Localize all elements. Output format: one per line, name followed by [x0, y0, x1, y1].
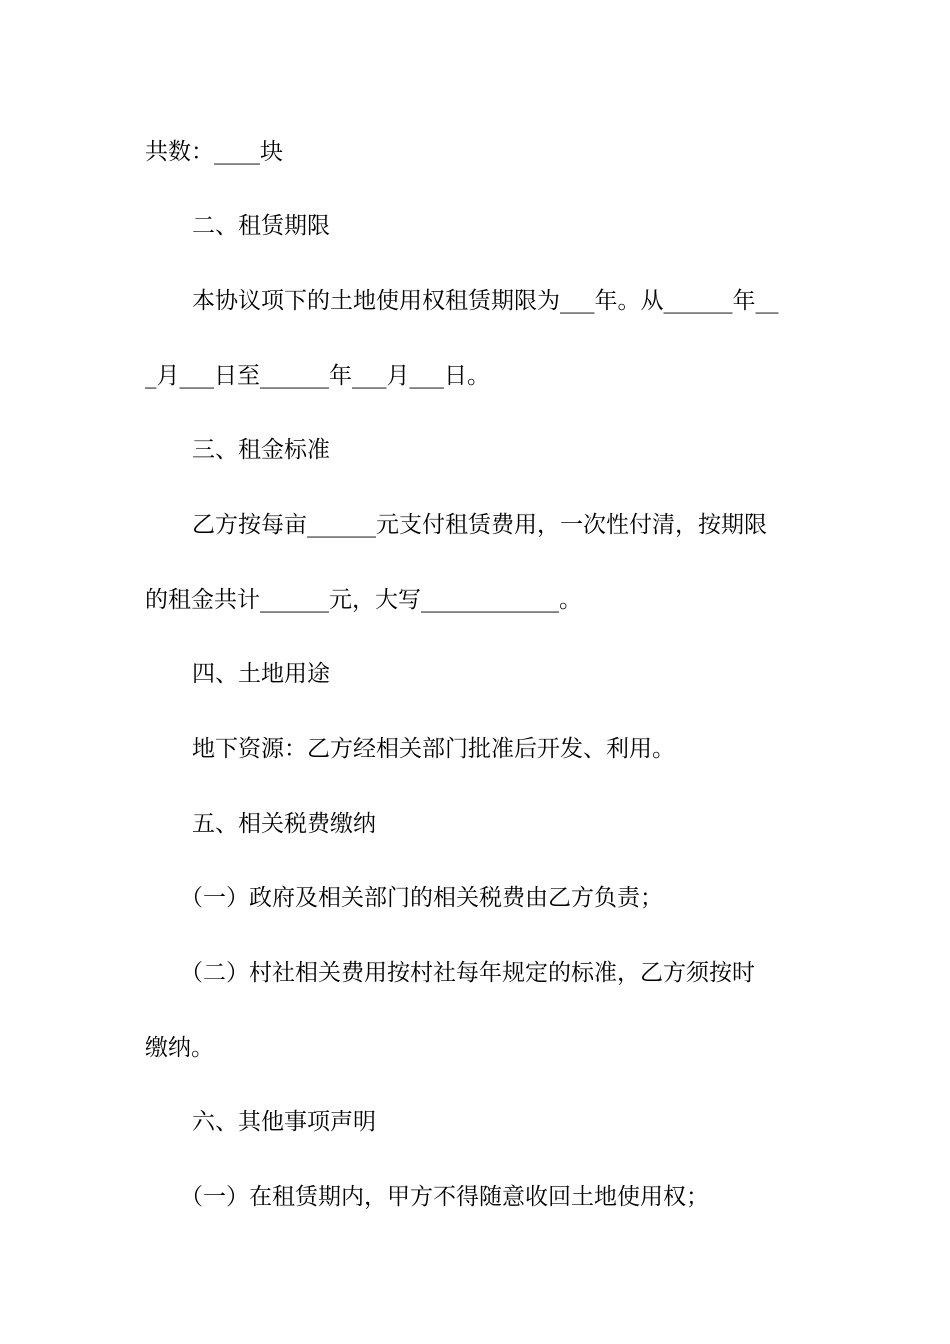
tax-clause-2-line-2: 缴纳。 — [145, 1035, 214, 1061]
land-use-line: 地下资源：乙方经相关部门批准后开发、利用。 — [192, 736, 675, 762]
lease-term-line-2: _月___日至______年___月___日。 — [145, 363, 490, 389]
other-clause-1: （一）在租赁期内，甲方不得随意收回土地使用权； — [180, 1184, 709, 1210]
section-2-heading: 二、租赁期限 — [192, 213, 330, 239]
section-3-heading: 三、租金标准 — [192, 437, 330, 463]
section-5-heading: 五、相关税费缴纳 — [192, 811, 376, 837]
lease-term-line-1: 本协议项下的土地使用权租赁期限为___年。从______年__ — [192, 288, 779, 314]
tax-clause-1: （一）政府及相关部门的相关税费由乙方负责； — [180, 885, 663, 911]
section-6-heading: 六、其他事项声明 — [192, 1109, 376, 1135]
section-4-heading: 四、土地用途 — [192, 661, 330, 687]
rent-line-1: 乙方按每亩______元支付租赁费用，一次性付清，按期限 — [192, 512, 767, 538]
block-count-line: 共数：____块 — [145, 139, 283, 165]
rent-line-2: 的租金共计______元，大写____________。 — [145, 587, 582, 613]
tax-clause-2-line-1: （二）村社相关费用按村社每年规定的标准，乙方须按时 — [180, 960, 755, 986]
